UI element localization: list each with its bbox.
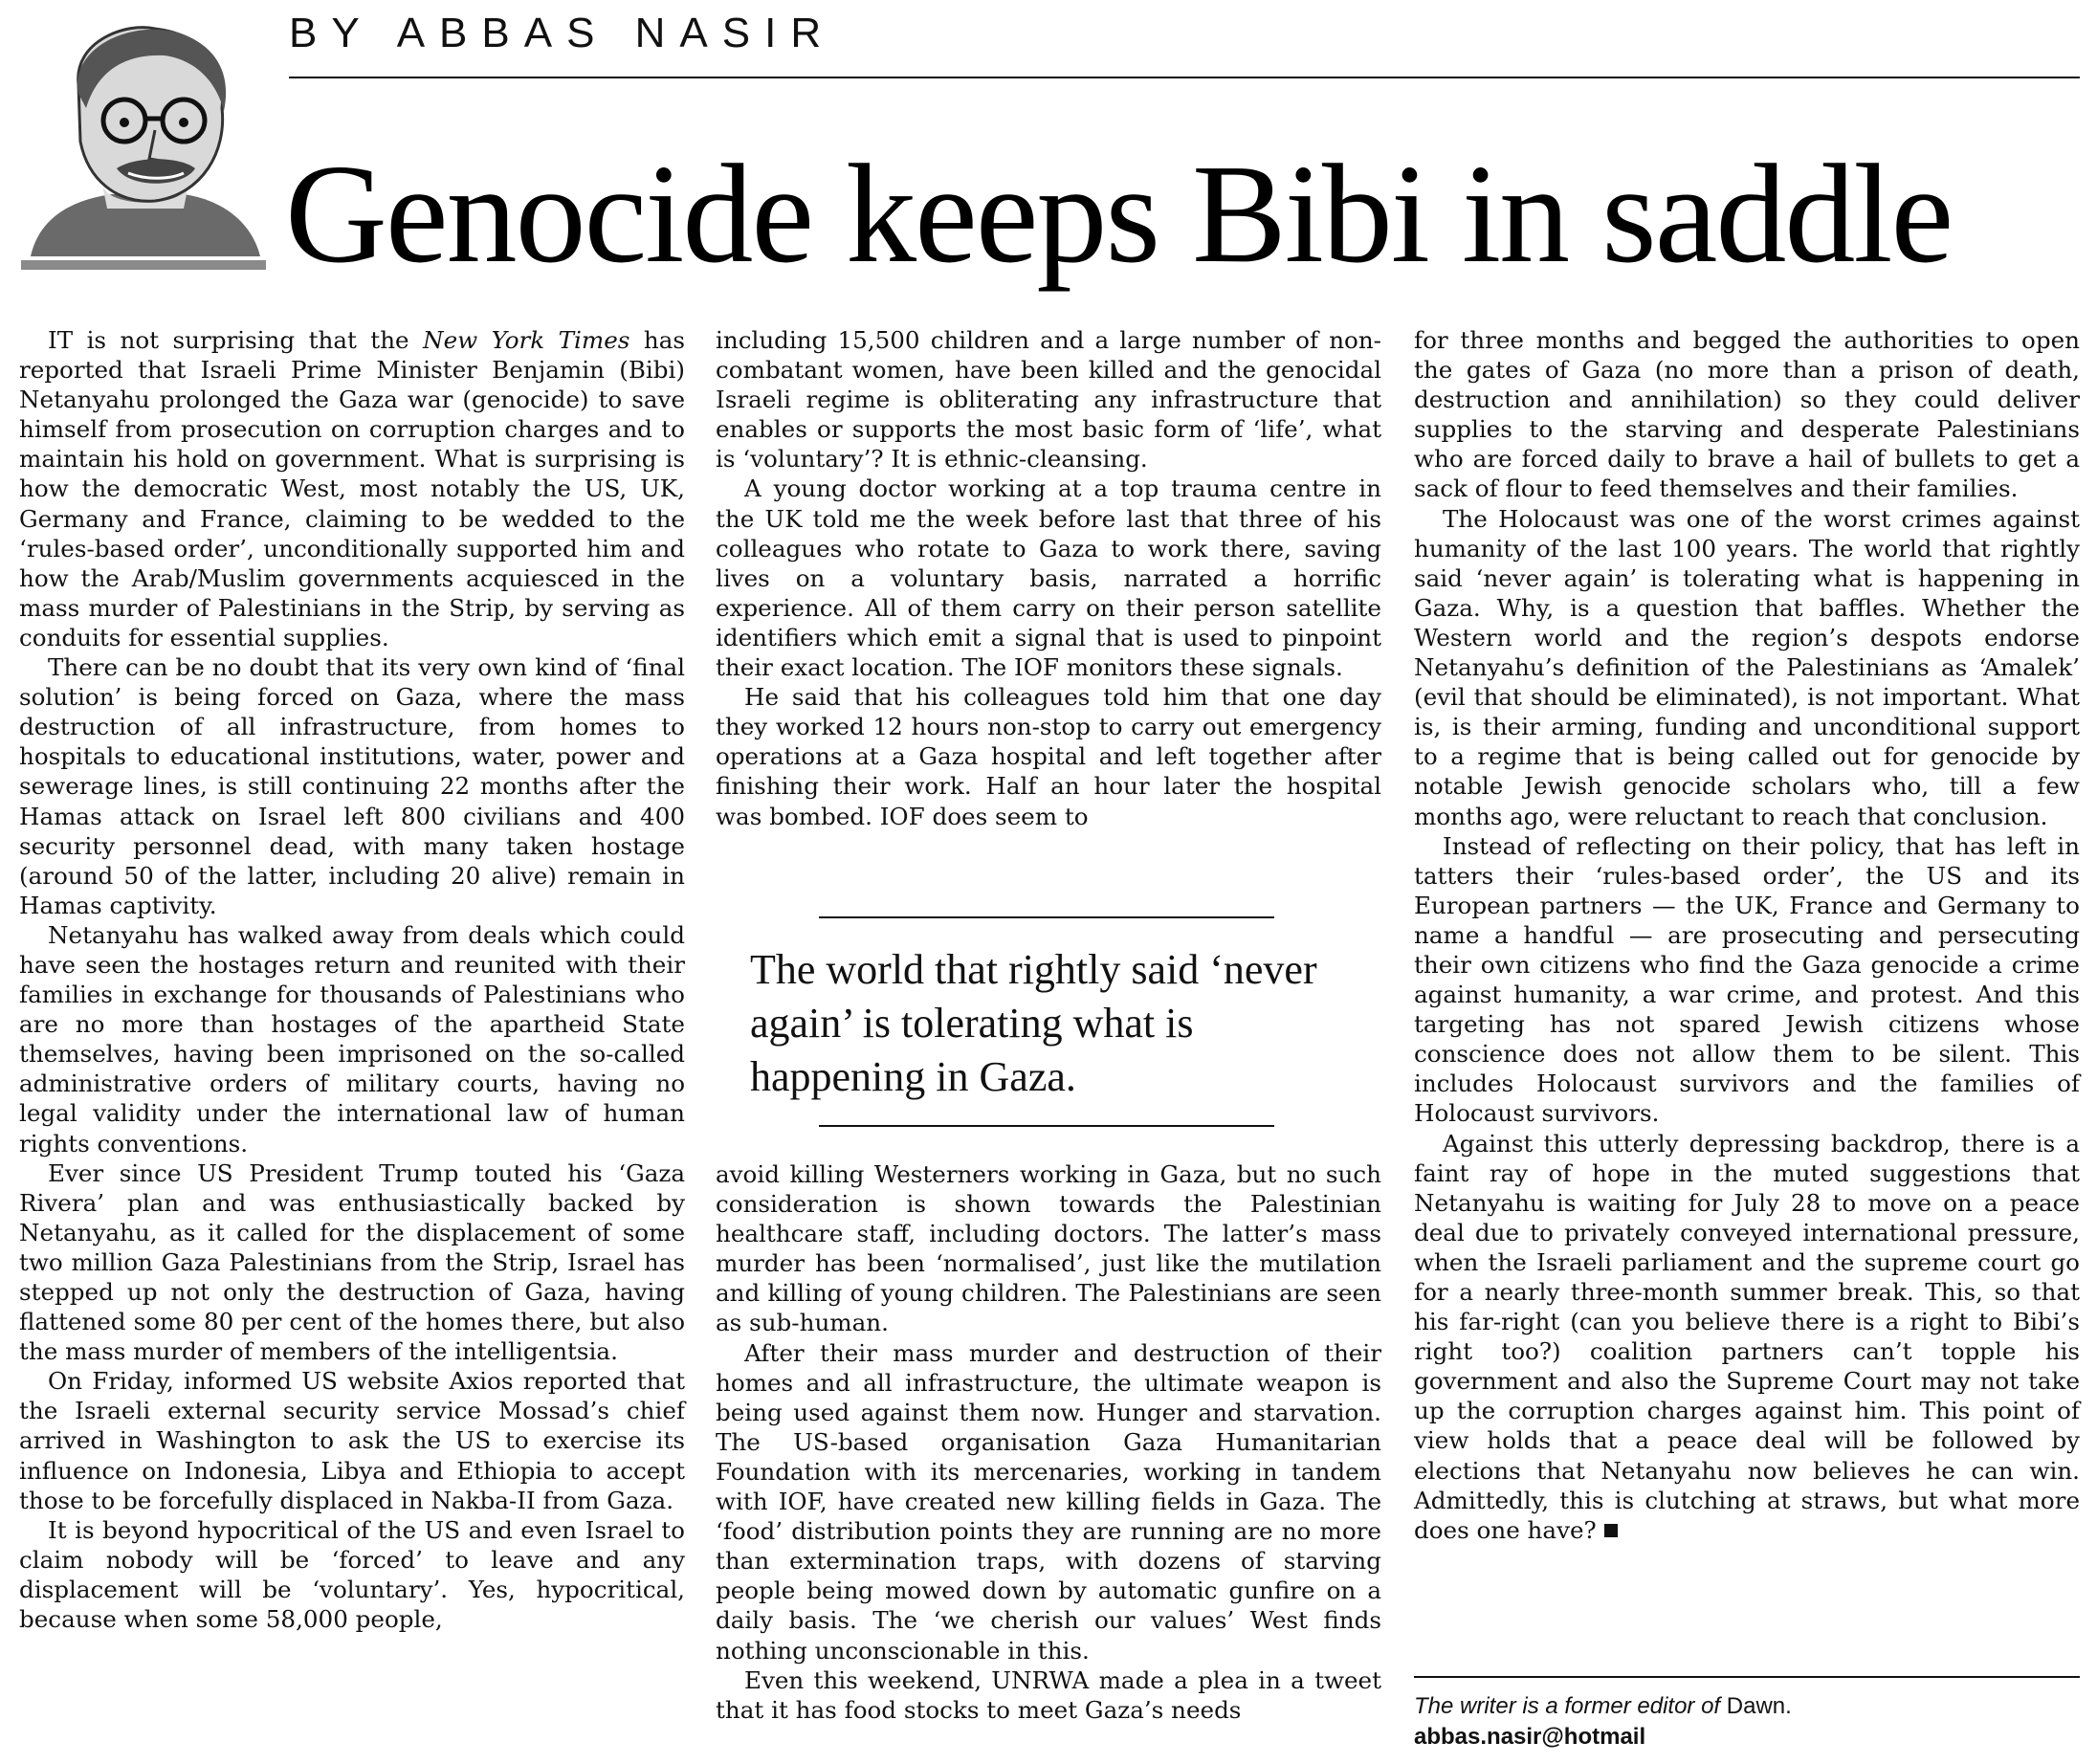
paragraph: A young doctor working at a top trauma centre in the UK told me the week before last that three of his colleagues who rotate to Gaza to work there, saving lives on a voluntary basis, narrated a horrific experience. All of them carry on their person satellite identifiers which emit a signal that is used to pinpoint their exact location. The IOF monitors these signals. (716, 474, 1381, 682)
column-3 (1414, 325, 2080, 1545)
paragraph: Instead of reflecting on their policy, that has left in tatters their ‘rules-based order’, the US and its European partners — the UK, France and Germany to name a handful — are prosecuting and persecuting their own citizens who find the Gaza genocide a crime against humanity, a war crime, and protest. And this targeting has not spared Jewish citizens whose conscience does not allow them to be silent. This includes Holocaust survivors and the families of Holocaust survivors. (1414, 831, 2080, 1128)
paragraph: It is beyond hypocritical of the US and even Israel to claim nobody will be ‘forced’ to leave and any displacement will be ‘voluntary’. Yes, hypocritical, because when some 58,000 people, (19, 1515, 685, 1634)
paragraph: On Friday, informed US website Axios reported that the Israeli external security service Mossad’s chief arrived in Washington to ask the US to exercise its influence on Indonesia, Libya and Ethiopia to accept those to be forcefully displaced in Nakba-II from Gaza. (19, 1367, 685, 1514)
byline-rule (289, 77, 2080, 78)
paragraph: including 15,500 children and a large number of non-combatant women, have been killed and the genocidal Israeli regime is obliterating any infrastructure that enables or supports the most basic form of ‘life’, what is ‘voluntary’? It is ethnic-cleansing. (716, 326, 1381, 474)
paragraph: for three months and begged the authorities to open the gates of Gaza (no more than a prison of death, destruction and annihilation) so they could deliver supplies to the starving and desperate Palestinians who are forced daily to brave a hail of bullets to get a sack of flour to feed themselves and their families. (1414, 326, 2080, 503)
pull-quote-text: The world that rightly said ‘never again’ is tolerating what is happening in Gaza. (750, 946, 1317, 1100)
headline: Genocide keeps Bibi in saddle (285, 136, 1953, 293)
paragraph: Against this utterly depressing backdrop, there is a faint ray of hope in the muted suggestions that Netanyahu is waiting for July 28 to move on a peace deal due to privately conveyed international pressure, when the Israeli parliament and the supreme court go for a nearly three-month summer break. This, so that his far-right (can you believe there is a right to Bibi’s right too?) coalition partners can’t topple his government and also the Supreme Court may not take up the corruption charges against him. This point of view holds that a peace deal will be followed by elections that Netanyahu now believes he can win. Admittedly, this is clutching at straws, but what more does one have? (1414, 1129, 2080, 1544)
paragraph: IT is not surprising that the New York Times has reported that Israeli Prime Minister Benjamin (Bibi) Netanyahu prolonged the Gaza war (genocide) to save himself from prosecution on corruption charges and to maintain his hold on government. What is surprising is how the democratic West, most notably the US, UK, Germany and France, claiming to be wedded to the ‘rules-based order’, unconditionally supported him and how the Arab/Muslim governments acquiesced in the mass murder of Palestinians in the Strip, by serving as conduits for essential supplies. (19, 326, 685, 651)
column-2-bottom (716, 1159, 1381, 1725)
paragraph: There can be no doubt that its very own kind of ‘final solution’ is being forced on Gaza, where the mass destruction of all infrastructure, from homes to hospitals to educational institutions, water, power and sewerage lines, is still continuing 22 months after the Hamas attack on Israel left 800 civilians and 400 security personnel dead, with many taken hostage (around 50 of the latter, including 20 alive) remain in Hamas captivity. (19, 653, 685, 919)
paragraph: He said that his colleagues told him that one day they worked 12 hours non-stop to carry out emergency operations at a Gaza hospital and left together after finishing their work. Half an hour later the hospital was bombed. IOF does seem to (716, 683, 1381, 830)
paragraph: Netanyahu has walked away from deals which could have seen the hostages return and reunited with their families in exchange for thousands of Palestinians who are no more than hostages of the apartheid State themselves, having been imprisoned on the so-called administrative orders of military courts, having no legal validity under the international law of human rights conventions. (19, 920, 685, 1158)
byline: BY ABBAS NASIR (289, 10, 836, 56)
footer-rule (1414, 1676, 2080, 1678)
paragraph: Ever since US President Trump touted his ‘Gaza Rivera’ plan and was enthusiastically backed by Netanyahu, as it called for the displacement of some two million Gaza Palestinians from the Strip, Israel has stepped up not only the destruction of Gaza, having flattened some 80 per cent of the homes there, but also the mass murder of members of the intelligentsia. (19, 1158, 685, 1366)
paragraph: avoid killing Westerners working in Gaza, but no such consideration is shown towards the Palestinian healthcare staff, including doctors. The latter’s mass murder has been ‘normalised’, just like the mutilation and killing of young children. The Palestinians are seen as sub-human. (716, 1160, 1381, 1337)
pull-quote-rule-bottom (819, 1125, 1274, 1127)
pull-quote-rule-top (819, 916, 1274, 918)
author-email[interactable]: abbas.nasir@hotmail (1414, 1724, 1646, 1750)
end-mark-icon (1604, 1524, 1618, 1537)
paragraph: Even this weekend, UNRWA made a plea in a tweet that it has food stocks to meet Gaza’s needs (716, 1665, 1381, 1724)
pull-quote (746, 916, 1358, 1127)
paragraph: The Holocaust was one of the worst crimes against humanity of the last 100 years. The world that rightly said ‘never again’ is tolerating what is happening in Gaza. Why, is a question that baffles. Whether the Western world and the region’s despots endorse Netanyahu’s definition of the Palestinians as ‘Amalek’ (evil that should be eliminated), is not important. What is, is their arming, funding and unconditional support to a regime that is being called out for genocide by notable Jewish genocide scholars who, till a few months ago, were reluctant to reach that conclusion. (1414, 504, 2080, 830)
column-2-top (716, 325, 1381, 831)
newspaper-name: New York Times (423, 326, 630, 354)
portrait-underline (21, 260, 266, 270)
author-portrait (21, 17, 266, 256)
column-1 (19, 325, 685, 1634)
paragraph: After their mass murder and destruction of their homes and all infrastructure, the ultimate weapon is being used against them now. Hunger and starvation. The US-based organisation Gaza Humanitarian Foundation with its mercenaries, working in tandem with IOF, have created new killing fields in Gaza. The ‘food’ distribution points they are running are no more than extermination traps, with dozens of starving people being mowed down by automatic gunfire on a daily basis. The ‘we cherish our values’ West finds nothing unconscionable in this. (716, 1338, 1381, 1665)
newspaper-name: Dawn. (1726, 1693, 1792, 1719)
author-note-text: The writer is a former editor of (1414, 1693, 1727, 1719)
author-note (1414, 1691, 1792, 1753)
